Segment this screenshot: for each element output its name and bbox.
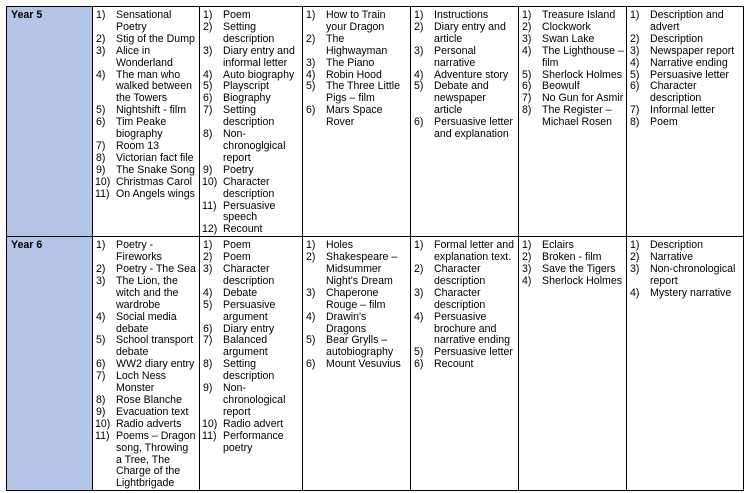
list-item [96, 70, 197, 106]
item-number: 5) [414, 80, 424, 93]
item-text: Radio adverts [116, 417, 182, 430]
list-item [203, 177, 300, 201]
item-number: 7) [96, 139, 106, 152]
list-item [203, 129, 300, 165]
list-item [414, 312, 516, 348]
item-text: Treasure Island [542, 9, 616, 21]
item-number: 2) [96, 263, 106, 276]
item-text: Character description [650, 80, 702, 105]
item-text: Newspaper report [650, 44, 735, 57]
item-text: Poem [223, 9, 251, 21]
item-text: Adventure story [434, 68, 509, 81]
list-item [414, 46, 516, 70]
item-text: Playscript [223, 80, 269, 93]
item-number: 8) [96, 151, 106, 164]
item-number: 9) [203, 163, 213, 176]
list-item [630, 81, 741, 105]
item-text: Recount [223, 223, 263, 236]
item-text: Poem [650, 116, 678, 129]
item-text: Description [650, 239, 703, 252]
item-text: Drawin's Dragons [326, 310, 367, 335]
item-text: The Highwayman [326, 32, 388, 57]
item-text: Instructions [434, 9, 489, 21]
item-number: 2) [522, 20, 532, 33]
item-number: 8) [630, 116, 640, 129]
item-number: 2) [414, 20, 424, 33]
item-text: Performance poetry [223, 429, 284, 454]
item-number: 4) [414, 68, 424, 81]
list-item [414, 264, 516, 288]
unit-cell [303, 7, 411, 237]
item-number: 4) [306, 310, 316, 323]
item-text: The Snake Song [116, 163, 195, 176]
list-item [414, 240, 516, 264]
item-text: Narrative [650, 251, 693, 264]
item-text: Mount Vesuvius [326, 358, 401, 371]
item-number: 6) [96, 358, 106, 371]
list-item [522, 276, 624, 288]
item-number: 8) [203, 128, 213, 141]
item-text: On Angels wings [116, 187, 195, 200]
list-item [203, 46, 300, 70]
list-item [203, 22, 300, 46]
item-number: 8) [203, 358, 213, 371]
list-item [203, 264, 300, 288]
list-item [203, 201, 300, 225]
item-text: Clockwork [542, 20, 591, 33]
list-item [306, 34, 408, 58]
item-number: 7) [203, 334, 213, 347]
list-item [414, 81, 516, 117]
list-item [522, 46, 624, 70]
item-number: 3) [306, 286, 316, 299]
item-number: 3) [630, 44, 640, 57]
list-item [96, 276, 197, 312]
list-item [203, 240, 300, 252]
item-number: 4) [522, 44, 532, 57]
item-text: Loch Ness Monster [116, 370, 167, 395]
item-list [306, 10, 408, 129]
item-number: 10) [95, 417, 111, 430]
item-text: Diary entry [223, 322, 275, 335]
item-text: Persuasive letter and explanation [434, 116, 513, 141]
item-text: Christmas Carol [116, 175, 192, 188]
item-number: 6) [203, 92, 213, 105]
item-text: Description and advert [650, 9, 724, 33]
list-item [96, 117, 197, 141]
list-item [203, 300, 300, 324]
item-text: Swan Lake [542, 32, 595, 45]
item-text: Formal letter and explanation text. [434, 239, 515, 264]
item-number: 10) [202, 175, 218, 188]
item-number: 2) [630, 251, 640, 264]
item-text: Holes [326, 239, 354, 252]
list-item [306, 81, 408, 105]
item-text: The Register – Michael Rosen [542, 104, 613, 129]
item-text: Tim Peake biography [116, 116, 167, 141]
unit-cell [200, 7, 303, 237]
list-item [414, 117, 516, 141]
item-number: 2) [522, 251, 532, 264]
unit-cell [411, 237, 519, 491]
item-number: 4) [630, 56, 640, 69]
item-text: WW2 diary entry [116, 358, 195, 371]
item-list [96, 10, 197, 201]
item-list [414, 10, 516, 141]
item-text: Non-chronological report [650, 263, 736, 287]
item-list [630, 240, 741, 300]
item-number: 5) [522, 68, 532, 81]
unit-cell [303, 237, 411, 491]
item-text: The Three Little Pigs – film [326, 80, 401, 105]
item-text: School transport debate [116, 334, 194, 359]
item-number: 4) [630, 286, 640, 299]
item-text: Setting description [223, 20, 275, 45]
list-item [630, 264, 741, 288]
item-text: Non-chronological report [223, 382, 286, 418]
item-text: Persuasive letter [650, 68, 729, 81]
item-text: Poetry [223, 163, 254, 176]
item-text: Narrative ending [650, 56, 728, 69]
item-number: 7) [203, 104, 213, 117]
list-item [203, 383, 300, 419]
list-item [630, 10, 741, 34]
item-number: 2) [203, 251, 213, 264]
unit-cell [627, 7, 744, 237]
item-number: 2) [96, 32, 106, 45]
item-text: Character description [434, 286, 486, 311]
item-text: Sherlock Holmes [542, 274, 623, 287]
item-number: 1) [203, 239, 213, 252]
item-number: 3) [414, 286, 424, 299]
item-number: 3) [630, 263, 640, 276]
item-number: 11) [95, 429, 110, 442]
curriculum-table [6, 6, 744, 491]
item-text: Debate [223, 286, 258, 299]
item-number: 11) [95, 187, 110, 200]
item-text: Non-chronoglgical report [223, 128, 286, 164]
year-row [7, 7, 744, 237]
unit-cell [411, 7, 519, 237]
item-text: Biography [223, 92, 271, 105]
unit-cell [93, 237, 200, 491]
item-text: Diary entry and article [434, 20, 506, 45]
item-number: 5) [630, 68, 640, 81]
item-text: Room 13 [116, 139, 159, 152]
item-list [203, 10, 300, 236]
item-text: Save the Tigers [542, 263, 616, 276]
item-number: 1) [96, 239, 106, 252]
item-number: 12) [202, 223, 218, 236]
list-item [96, 240, 197, 264]
list-item [203, 105, 300, 129]
item-number: 4) [96, 310, 106, 323]
item-text: Persuasive letter [434, 346, 513, 359]
item-text: Radio advert [223, 417, 284, 430]
item-number: 7) [522, 92, 532, 105]
item-number: 6) [414, 358, 424, 371]
item-text: Chaperone Rouge – film [326, 286, 386, 311]
item-number: 9) [96, 163, 106, 176]
year-label: Year 5 [7, 7, 93, 237]
item-text: Sherlock Holmes [542, 68, 623, 81]
item-number: 6) [203, 322, 213, 335]
item-number: 2) [306, 32, 316, 45]
item-text: Character description [223, 175, 275, 200]
item-text: Recount [434, 358, 474, 371]
item-text: Alice in Wonderland [116, 44, 173, 69]
item-text: Mars Space Rover [326, 104, 383, 129]
item-number: 6) [414, 116, 424, 129]
item-number: 10) [95, 175, 111, 188]
list-item [414, 359, 516, 371]
list-item [630, 288, 741, 300]
list-item [96, 431, 197, 491]
item-number: 3) [414, 44, 424, 57]
item-number: 6) [522, 80, 532, 93]
item-list [96, 240, 197, 490]
item-number: 1) [630, 9, 640, 21]
item-number: 5) [306, 334, 316, 347]
item-number: 5) [96, 334, 106, 347]
list-item [96, 312, 197, 336]
item-text: Debate and newspaper article [434, 80, 489, 117]
list-item [306, 335, 408, 359]
item-text: Stig of the Dump [116, 32, 195, 45]
list-item [414, 22, 516, 46]
list-item [96, 335, 197, 359]
item-text: Poetry - Fireworks [116, 239, 162, 264]
item-number: 4) [414, 310, 424, 323]
item-text: Beowulf [542, 80, 580, 93]
year-label: Year 6 [7, 237, 93, 491]
item-text: Description [650, 32, 703, 45]
item-number: 11) [202, 199, 217, 212]
unit-cell [93, 7, 200, 237]
item-number: 5) [306, 80, 316, 93]
item-list [522, 10, 624, 129]
item-number: 2) [203, 20, 213, 33]
item-number: 10) [202, 417, 218, 430]
item-number: 8) [96, 394, 106, 406]
item-text: Character description [223, 263, 275, 287]
item-text: Persuasive brochure and narrative ending [434, 310, 510, 347]
item-text: Sensational Poetry [116, 9, 172, 33]
item-number: 3) [203, 263, 213, 276]
item-number: 3) [522, 32, 532, 45]
list-item [306, 105, 408, 129]
item-number: 4) [96, 68, 106, 81]
unit-cell [519, 237, 627, 491]
unit-cell [200, 237, 303, 491]
item-number: 1) [414, 9, 424, 21]
item-text: Character description [434, 263, 486, 287]
item-list [630, 10, 741, 129]
item-list [522, 240, 624, 288]
item-number: 4) [306, 68, 316, 81]
item-list [203, 240, 300, 454]
item-text: The Lion, the witch and the wardrobe [116, 274, 179, 311]
list-item [96, 189, 197, 201]
item-text: Poetry - The Sea [116, 263, 196, 276]
list-item [306, 359, 408, 371]
item-number: 6) [96, 116, 106, 129]
item-text: How to Train your Dragon [326, 9, 386, 33]
item-text: Balanced argument [223, 334, 268, 359]
item-text: Broken - film [542, 251, 602, 264]
item-text: No Gun for Asmir [542, 92, 624, 105]
item-text: Rose Blanche [116, 394, 182, 406]
list-item [96, 371, 197, 395]
item-text: Shakespeare – Midsummer Night's Dream [326, 251, 398, 287]
item-list [414, 240, 516, 371]
item-text: Nightshift - film [116, 104, 187, 117]
item-number: 1) [414, 239, 424, 252]
list-item [630, 117, 741, 129]
item-text: Poems – Dragon song, Throwing a Tree, The Charge of the Lightbrigade [116, 429, 196, 490]
year-row [7, 237, 744, 491]
item-text: The man who walked between the Towers [116, 68, 192, 105]
item-number: 8) [522, 104, 532, 117]
item-number: 9) [96, 405, 106, 418]
item-number: 11) [202, 429, 217, 442]
item-text: Personal narrative [434, 44, 476, 69]
item-number: 4) [522, 274, 532, 287]
item-number: 1) [96, 9, 106, 21]
item-number: 5) [96, 104, 106, 117]
list-item [306, 252, 408, 288]
item-text: Persuasive speech [223, 199, 276, 224]
list-item [522, 105, 624, 129]
item-number: 5) [203, 298, 213, 311]
list-item [306, 288, 408, 312]
list-item [306, 10, 408, 34]
item-text: Informal letter [650, 104, 715, 117]
list-item [96, 46, 197, 70]
item-number: 6) [630, 80, 640, 93]
item-number: 2) [306, 251, 316, 264]
item-number: 2) [414, 263, 424, 276]
item-number: 1) [522, 9, 532, 21]
list-item [203, 335, 300, 359]
list-item [306, 312, 408, 336]
item-number: 4) [203, 286, 213, 299]
item-text: Evacuation text [116, 405, 189, 418]
item-number: 3) [306, 56, 316, 69]
item-number: 1) [306, 9, 316, 21]
item-number: 4) [203, 68, 213, 81]
item-number: 6) [306, 358, 316, 371]
item-text: Setting description [223, 104, 275, 129]
item-number: 2) [630, 32, 640, 45]
list-item [203, 359, 300, 383]
item-text: Diary entry and informal letter [223, 44, 295, 69]
item-number: 1) [203, 9, 213, 21]
item-number: 9) [203, 382, 213, 395]
item-text: The Lighthouse – film [542, 44, 624, 69]
item-number: 6) [306, 104, 316, 117]
item-number: 5) [414, 346, 424, 359]
item-number: 7) [630, 104, 640, 117]
item-text: Bear Grylls – autobiography [326, 334, 394, 359]
item-number: 3) [96, 44, 106, 57]
item-number: 3) [203, 44, 213, 57]
item-number: 1) [630, 239, 640, 252]
item-list [306, 240, 408, 371]
item-text: Social media debate [116, 310, 177, 335]
item-number: 3) [522, 263, 532, 276]
item-text: Eclairs [542, 239, 574, 252]
item-number: 1) [522, 239, 532, 252]
item-text: Poem [223, 251, 251, 264]
item-number: 5) [203, 80, 213, 93]
item-text: Persuasive argument [223, 298, 276, 323]
item-text: Auto biography [223, 68, 295, 81]
item-number: 3) [96, 274, 106, 287]
item-number: 7) [96, 370, 106, 383]
item-text: Victorian fact file [116, 151, 194, 164]
list-item [630, 105, 741, 117]
list-item [203, 431, 300, 455]
item-text: The Piano [326, 56, 375, 69]
list-item [414, 288, 516, 312]
unit-cell [627, 237, 744, 491]
item-text: Setting description [223, 358, 275, 383]
unit-cell [519, 7, 627, 237]
item-text: Poem [223, 239, 251, 252]
item-text: Mystery narrative [650, 286, 732, 299]
list-item [203, 224, 300, 236]
item-text: Robin Hood [326, 68, 382, 81]
item-number: 1) [306, 239, 316, 252]
list-item [96, 10, 197, 34]
